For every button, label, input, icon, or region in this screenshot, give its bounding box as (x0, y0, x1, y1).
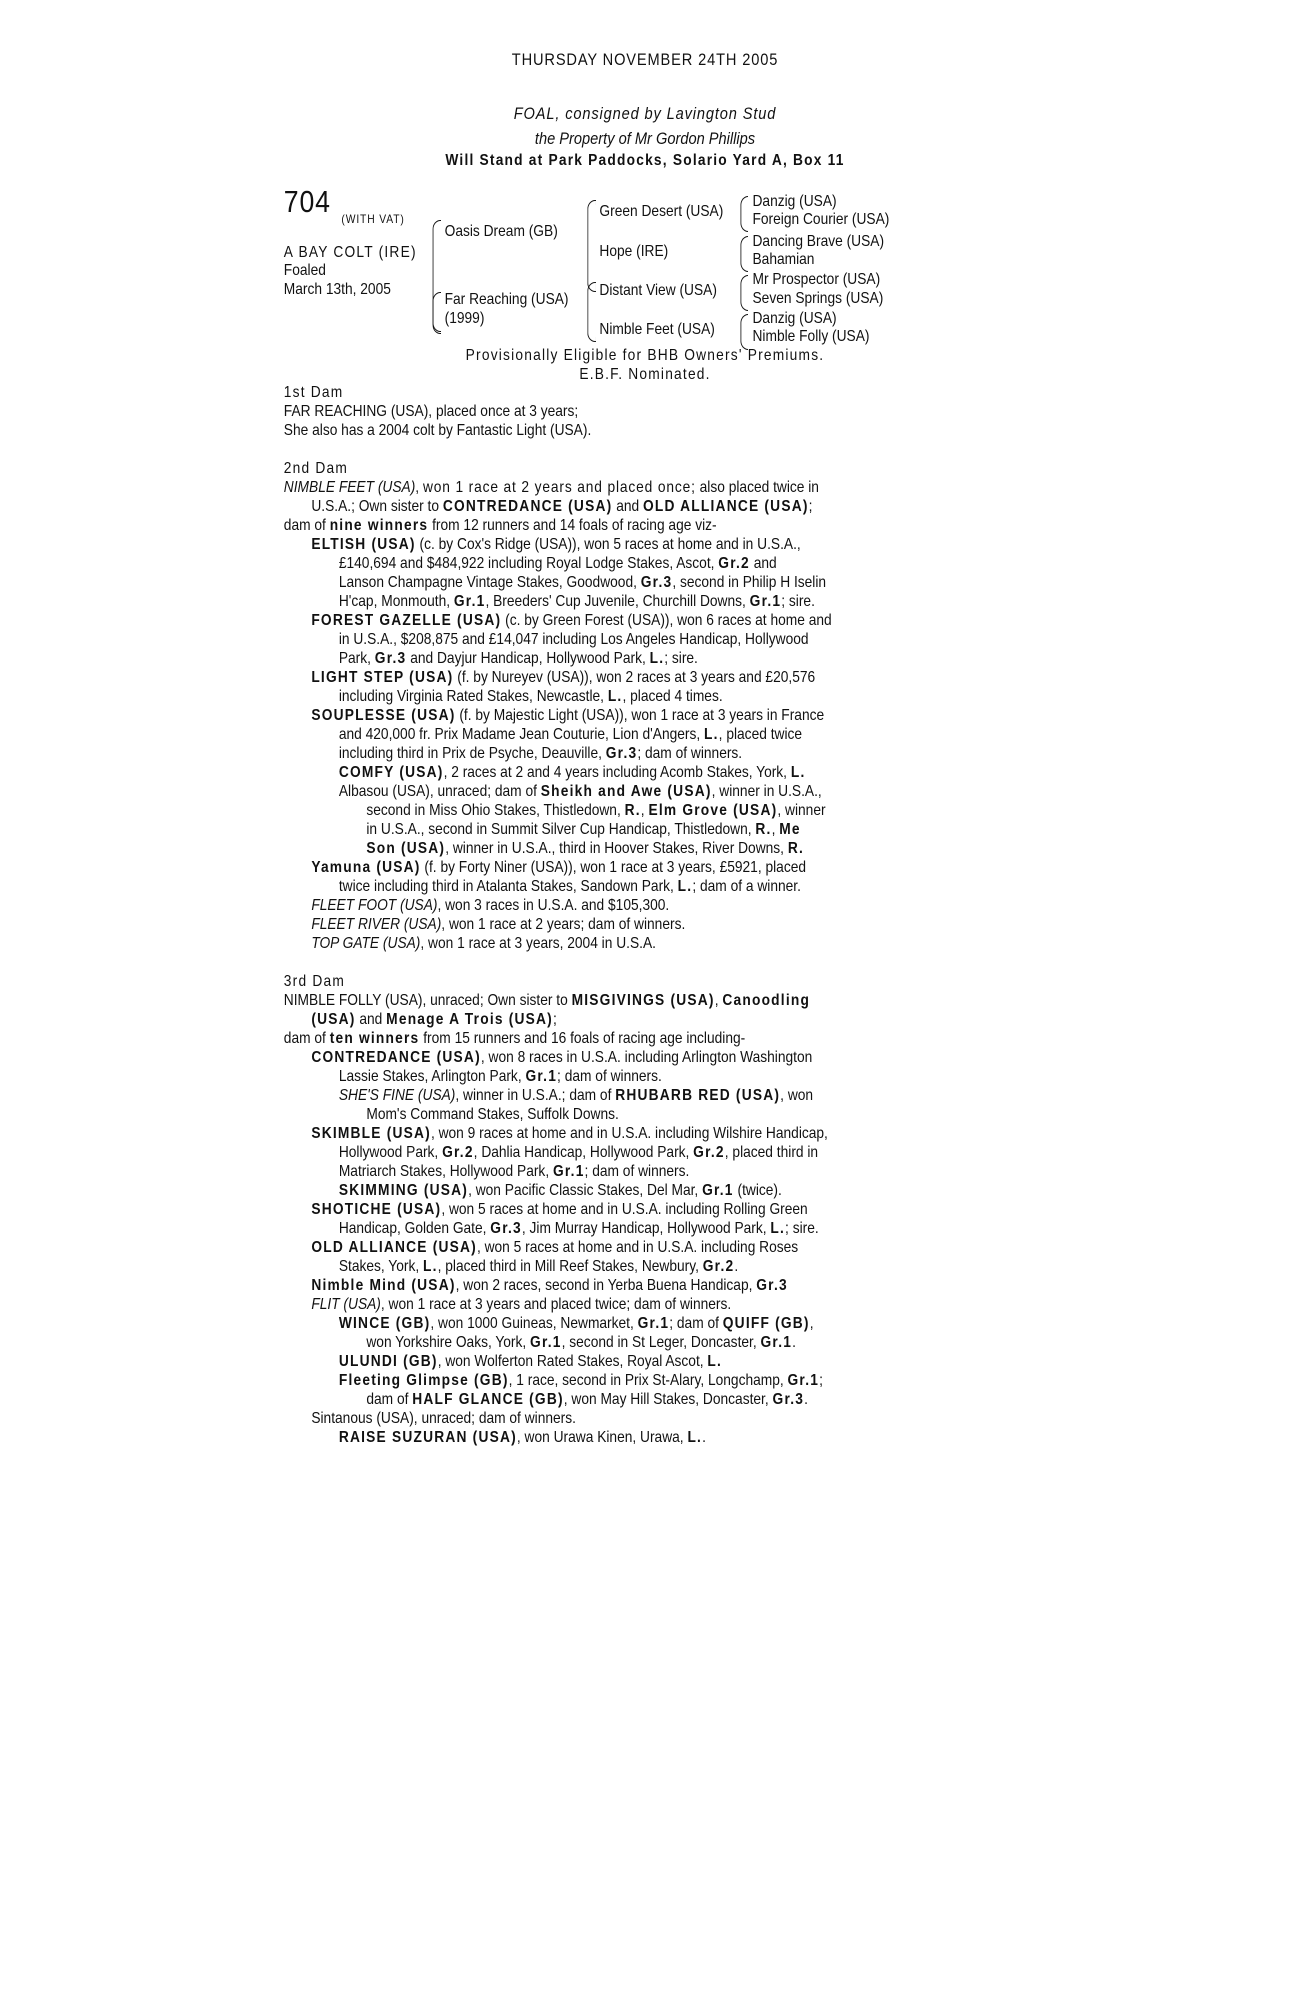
text-run: , second in St Leger, Doncaster, (561, 1334, 761, 1351)
eligibility-premiums: Provisionally Eligible for BHB Owners' Premiums. (465, 347, 825, 364)
text-run: won 1 race at 2 years and placed once; (422, 479, 696, 496)
horse-highlight: Gr.3 (772, 1391, 805, 1408)
text-run: , winner (777, 802, 826, 819)
pedigree-text-line (284, 934, 938, 953)
text-run: Park, (338, 650, 375, 667)
pedigree-text-line (284, 1352, 938, 1371)
horse-highlight: QUIFF (GB) (722, 1315, 810, 1332)
sale-date: THURSDAY NOVEMBER 24TH 2005 (511, 50, 779, 69)
pedigree-text-line (284, 497, 938, 516)
pedigree-text-line (284, 592, 938, 611)
pedigree-text-line (284, 896, 938, 915)
horse-highlight: Gr.3 (490, 1220, 522, 1237)
pedigree-text-line (284, 630, 938, 649)
text-run: Sintanous (USA), unraced; dam of winners. (311, 1410, 576, 1427)
ggp-name: Foreign Courier (USA) (752, 211, 890, 228)
pedigree-text-line (284, 1162, 938, 1181)
text-run: , (771, 821, 780, 838)
horse-highlight: OLD ALLIANCE (USA) (642, 498, 809, 515)
text-run: Stakes, York, (338, 1258, 423, 1275)
text-run: , won Wolferton Rated Stakes, Royal Ascot, (437, 1353, 708, 1370)
text-run: , winner in U.S.A.; dam of (455, 1087, 616, 1104)
horse-highlight: L. (790, 764, 806, 781)
text-run: , (640, 802, 649, 819)
pedigree-text-line (284, 1257, 938, 1276)
horse-highlight: OLD ALLIANCE (USA) (311, 1239, 477, 1256)
horse-highlight: Gr.1 (760, 1334, 793, 1351)
pedigree-text-line (284, 915, 938, 934)
ggp-name: Nimble Folly (USA) (752, 328, 870, 345)
text-run: Matriarch Stakes, Hollywood Park, (338, 1163, 553, 1180)
text-run: FLEET RIVER (USA) (311, 916, 442, 933)
text-run: , won 1000 Guineas, Newmarket, (430, 1315, 638, 1332)
pedigree-text-line (284, 744, 938, 763)
dam-sire-name: Distant View (USA) (599, 282, 717, 299)
text-run: , won 1 race at 3 years and placed twice; dam of winners. (380, 1296, 732, 1313)
horse-highlight: L. (704, 726, 719, 743)
horse-highlight: Gr.2 (718, 555, 750, 572)
text-run: , placed third in Mill Reef Stakes, Newbury, (437, 1258, 703, 1275)
pedigree-text-line (284, 687, 938, 706)
horse-highlight: LIGHT STEP (USA) (311, 669, 454, 686)
horse-highlight: Gr.3 (374, 650, 407, 667)
horse-highlight: Menage A Trois (USA) (386, 1011, 553, 1028)
text-run: second in Miss Ohio Stakes, Thistledown, (366, 802, 625, 819)
horse-highlight: Gr.2 (693, 1144, 725, 1161)
horse-highlight: CONTREDANCE (USA) (311, 1049, 481, 1066)
horse-highlight: Sheikh and Awe (USA) (540, 783, 712, 800)
text-run: (c. by Cox's Ridge (USA)), won 5 races at home and in U.S.A., (415, 536, 801, 553)
text-run: FLIT (USA) (311, 1296, 381, 1313)
brace-sire-parents (587, 200, 596, 292)
ggp-name: Mr Prospector (USA) (752, 271, 881, 288)
horse-highlight: FOREST GAZELLE (USA) (311, 612, 502, 629)
brace-ggp-2 (740, 236, 748, 272)
horse-highlight: SKIMBLE (USA) (311, 1125, 431, 1142)
pedigree-text-line (284, 1371, 938, 1390)
text-run: (f. by Forty Niner (USA)), won 1 race at 3 years, £5921, placed (420, 859, 807, 876)
text-run: ; dam of a winner. (692, 878, 801, 895)
sire-name: Oasis Dream (GB) (444, 223, 558, 240)
pedigree-text-line (284, 1086, 938, 1105)
pedigree-text-line (284, 820, 938, 839)
text-run: including third in Prix de Psyche, Deauville, (338, 745, 606, 762)
horse-highlight: CONTREDANCE (USA) (442, 498, 613, 515)
horse-highlight: L. (687, 1429, 703, 1446)
pedigree-text-line (284, 1219, 938, 1238)
text-run: , won Pacific Classic Stakes, Del Mar, (468, 1182, 703, 1199)
text-run: ; dam of winners. (584, 1163, 690, 1180)
horse-highlight: Gr.3 (756, 1277, 788, 1294)
text-run: and Dayjur Handicap, Hollywood Park, (406, 650, 650, 667)
pedigree-text-line (284, 668, 938, 687)
text-run: , 1 race, second in Prix St-Alary, Longchamp, (508, 1372, 788, 1389)
foaled-label: Foaled (283, 262, 326, 279)
text-run: . (792, 1334, 796, 1351)
pedigree-text-line (284, 706, 938, 725)
pedigree-text-line (284, 1105, 938, 1124)
text-run: , winner in U.S.A., (711, 783, 822, 800)
horse-highlight: WINCE (GB) (338, 1315, 431, 1332)
text-run: , second in Philip H Iselin (672, 574, 827, 591)
pedigree-text-line (284, 1029, 938, 1048)
text-run: , won 5 races at home and in U.S.A. including Rolling Green (441, 1201, 808, 1218)
pedigree-text-line (284, 649, 938, 668)
text-run: won Yorkshire Oaks, York, (366, 1334, 531, 1351)
text-run: in U.S.A., $208,875 and £14,047 including Los Angeles Handicap, Hollywood (338, 631, 809, 648)
horse-highlight: SKIMMING (USA) (338, 1182, 469, 1199)
horse-highlight: ULUNDI (GB) (338, 1353, 438, 1370)
pedigree-text-line (284, 877, 938, 896)
horse-highlight: Canoodling (722, 992, 811, 1009)
pedigree-text-line (284, 554, 938, 573)
horse-highlight: ELTISH (USA) (311, 536, 416, 553)
horse-highlight: Gr.2 (442, 1144, 474, 1161)
text-run: , won 3 races in U.S.A. and $105,300. (437, 897, 670, 914)
horse-highlight: RAISE SUZURAN (USA) (338, 1429, 517, 1446)
text-run: dam of (283, 1030, 330, 1047)
horse-highlight: R. (755, 821, 772, 838)
catalogue-page (90, 0, 1199, 2000)
stand-location: Will Stand at Park Paddocks, Solario Yard A, Box 11 (445, 152, 845, 169)
pedigree-text-line (284, 1048, 938, 1067)
text-run: , placed twice (718, 726, 803, 743)
horse-highlight: Gr.1 (530, 1334, 562, 1351)
text-run: Lanson Champagne Vintage Stakes, Goodwood, (338, 574, 641, 591)
ggp-name: Seven Springs (USA) (752, 290, 884, 307)
horse-highlight: Nimble Mind (USA) (311, 1277, 456, 1294)
property-line: the Property of Mr Gordon Phillips (534, 129, 756, 148)
horse-highlight: Gr.1 (787, 1372, 820, 1389)
second-dam-produce (284, 478, 938, 953)
horse-highlight: Gr.1 (749, 593, 782, 610)
horse-highlight: R. (624, 802, 641, 819)
text-run: (twice). (733, 1182, 782, 1199)
pedigree-text-line (284, 573, 938, 592)
vat-note: (WITH VAT) (341, 212, 405, 226)
consignment-line: FOAL, consigned by Lavington Stud (513, 104, 777, 123)
text-run: , placed 4 times. (622, 688, 723, 705)
pedigree-text-line (284, 1276, 938, 1295)
text-run: Mom's Command Stakes, Suffolk Downs. (366, 1106, 619, 1123)
pedigree-text-line (284, 991, 938, 1010)
horse-highlight: SHOTICHE (USA) (311, 1201, 442, 1218)
pedigree-text-line (284, 858, 938, 877)
text-run: , won 5 races at home and in U.S.A. including Roses (476, 1239, 799, 1256)
text-run: , Jim Murray Handicap, Hollywood Park, (521, 1220, 771, 1237)
second-dam-heading: 2nd Dam (283, 460, 349, 477)
text-run: dam of (366, 1391, 413, 1408)
text-run: ; (808, 498, 813, 515)
text-run: , (714, 992, 723, 1009)
pedigree-text-line (284, 763, 938, 782)
text-run: ; (552, 1011, 557, 1028)
horse-highlight: Gr.3 (640, 574, 673, 591)
text-run: (f. by Majestic Light (USA)), won 1 race at 3 years in France (455, 707, 825, 724)
horse-highlight: RHUBARB RED (USA) (615, 1087, 781, 1104)
third-dam-heading: 3rd Dam (283, 973, 345, 990)
text-run: , Dahlia Handicap, Hollywood Park, (473, 1144, 694, 1161)
text-run: , won May Hill Stakes, Doncaster, (563, 1391, 773, 1408)
text-run: , Breeders' Cup Juvenile, Churchill Downs, (485, 593, 750, 610)
text-run: U.S.A.; Own sister to (311, 498, 443, 515)
pedigree-text-line (284, 1314, 938, 1333)
pedigree-text-line (284, 725, 938, 744)
horse-highlight: HALF GLANCE (GB) (412, 1391, 564, 1408)
sire-sire-name: Green Desert (USA) (599, 203, 724, 220)
text-run: dam of (283, 517, 330, 534)
text-run: TOP GATE (USA) (311, 935, 421, 952)
pedigree-text-line (284, 478, 938, 497)
text-run: , won 9 races at home and in U.S.A. including Wilshire Handicap, (430, 1125, 828, 1142)
first-dam-line: She also has a 2004 colt by Fantastic Light (USA). (283, 422, 592, 439)
ggp-name: Dancing Brave (USA) (752, 233, 885, 250)
pedigree-text-line (284, 1200, 938, 1219)
horse-highlight: (USA) (311, 1011, 356, 1028)
pedigree-text-line (284, 1390, 938, 1409)
text-run: from 12 runners and 14 foals of racing age viz- (428, 517, 717, 534)
text-run: in U.S.A., second in Summit Silver Cup Handicap, Thistledown, (366, 821, 756, 838)
first-dam-line: FAR REACHING (USA), placed once at 3 years; (283, 403, 579, 420)
horse-highlight: Elm Grove (USA) (648, 802, 778, 819)
ggp-name: Bahamian (752, 251, 815, 268)
horse-highlight: L. (770, 1220, 786, 1237)
text-run: , won (780, 1087, 814, 1104)
text-run: and (612, 498, 643, 515)
pedigree-text-line (284, 1238, 938, 1257)
text-run: , won 8 races in U.S.A. including Arlington Washington (480, 1049, 813, 1066)
text-run: . (804, 1391, 808, 1408)
dam-dam-name: Nimble Feet (USA) (599, 321, 715, 338)
text-run: Handicap, Golden Gate, (338, 1220, 491, 1237)
brace-ggp-1 (740, 196, 748, 232)
foaled-date: March 13th, 2005 (283, 281, 391, 298)
text-run: , 2 races at 2 and 4 years including Acomb Stakes, York, (443, 764, 791, 781)
horse-highlight: L. (607, 688, 623, 705)
dam-name: Far Reaching (USA) (444, 291, 569, 308)
sire-dam-name: Hope (IRE) (599, 243, 669, 260)
text-run: ; dam of winners. (557, 1068, 662, 1085)
horse-highlight: Gr.1 (702, 1182, 734, 1199)
dam-year: (1999) (444, 310, 485, 327)
horse-highlight: Me (779, 821, 801, 838)
horse-highlight: Yamuna (USA) (311, 859, 421, 876)
horse-highlight: L. (707, 1353, 723, 1370)
text-run: , won Urawa Kinen, Urawa, (516, 1429, 688, 1446)
pedigree-text-line (284, 839, 938, 858)
ggp-name: Danzig (USA) (752, 310, 837, 327)
text-run: and (749, 555, 777, 572)
lot-description: A BAY COLT (IRE) (283, 244, 417, 261)
text-run: SHE'S FINE (USA) (338, 1087, 456, 1104)
text-run: including Virginia Rated Stakes, Newcastle, (338, 688, 608, 705)
text-run: ; sire. (781, 593, 815, 610)
text-run: , placed third in (724, 1144, 819, 1161)
horse-highlight: Gr.3 (605, 745, 638, 762)
text-run: and 420,000 fr. Prix Madame Jean Couturie, Lion d'Angers, (338, 726, 705, 743)
horse-highlight: Gr.1 (453, 593, 486, 610)
pedigree-text-line (284, 535, 938, 554)
horse-highlight: ten winners (329, 1030, 420, 1047)
pedigree-text-line (284, 782, 938, 801)
horse-highlight: Gr.1 (552, 1163, 585, 1180)
pedigree-text-line (284, 1428, 938, 1447)
text-run: (c. by Green Forest (USA)), won 6 races at home and (501, 612, 832, 629)
text-run: , won 2 races, second in Yerba Buena Handicap, (455, 1277, 757, 1294)
pedigree-text-line (284, 1124, 938, 1143)
text-run: , winner in U.S.A., third in Hoover Stakes, River Downs, (445, 840, 788, 857)
first-dam-heading: 1st Dam (283, 384, 344, 401)
horse-highlight: MISGIVINGS (USA) (571, 992, 715, 1009)
brace-ggp-3 (740, 275, 748, 311)
horse-highlight: L. (422, 1258, 438, 1275)
text-run: . (702, 1429, 706, 1446)
text-run: Hollywood Park, (338, 1144, 443, 1161)
text-run: NIMBLE FEET (USA) (283, 479, 416, 496)
pedigree-text-line (284, 1295, 938, 1314)
pedigree-text-line (284, 1010, 938, 1029)
horse-highlight: L. (649, 650, 665, 667)
ggp-name: Danzig (USA) (752, 193, 837, 210)
text-run: also placed twice in (695, 479, 819, 496)
text-run: ; (819, 1372, 823, 1389)
text-run: ; dam of (669, 1315, 723, 1332)
pedigree-text-line (284, 1067, 938, 1086)
text-run: Lassie Stakes, Arlington Park, (338, 1068, 526, 1085)
brace-dam-lower (433, 292, 442, 334)
pedigree-text-line (284, 611, 938, 630)
brace-dam-parents (587, 282, 596, 342)
horse-highlight: SOUPLESSE (USA) (311, 707, 456, 724)
text-run: , won 1 race at 2 years; dam of winners. (441, 916, 686, 933)
text-run: H'cap, Monmouth, (338, 593, 454, 610)
text-run: and (355, 1011, 387, 1028)
horse-highlight: Son (USA) (366, 840, 446, 857)
horse-highlight: Gr.1 (637, 1315, 670, 1332)
text-run: ; sire. (664, 650, 698, 667)
text-run: ; sire. (785, 1220, 819, 1237)
text-run: £140,694 and $484,922 including Royal Lodge Stakes, Ascot, (338, 555, 719, 572)
text-run: . (734, 1258, 739, 1275)
text-run: , (415, 479, 423, 496)
text-run: (f. by Nureyev (USA)), won 2 races at 3 years and £20,576 (453, 669, 816, 686)
horse-highlight: COMFY (USA) (338, 764, 444, 781)
text-run: Albasou (USA), unraced; dam of (338, 783, 541, 800)
eligibility-ebf: E.B.F. Nominated. (579, 366, 711, 383)
text-run: from 15 runners and 16 foals of racing age including- (419, 1030, 746, 1047)
horse-highlight: L. (677, 878, 693, 895)
pedigree-text-line (284, 1333, 938, 1352)
text-run: ; dam of winners. (637, 745, 743, 762)
dam-history (284, 383, 938, 1447)
pedigree-text-line (284, 1181, 938, 1200)
text-run: , won 1 race at 3 years, 2004 in U.S.A. (420, 935, 656, 952)
pedigree-text-line (284, 1143, 938, 1162)
pedigree-text-line (284, 516, 938, 535)
horse-highlight: Gr.2 (702, 1258, 735, 1275)
lot-number: 704 (283, 184, 331, 219)
horse-highlight: Gr.1 (525, 1068, 558, 1085)
text-run: NIMBLE FOLLY (USA), unraced; Own sister to (283, 992, 572, 1009)
text-run: twice including third in Atalanta Stakes, Sandown Park, (338, 878, 678, 895)
pedigree-text-line (284, 801, 938, 820)
brace-ggp-4 (740, 314, 748, 350)
horse-highlight: nine winners (329, 517, 429, 534)
horse-highlight: R. (787, 840, 805, 857)
horse-highlight: Fleeting Glimpse (GB) (338, 1372, 509, 1389)
third-dam-produce (284, 991, 938, 1447)
pedigree-text-line (284, 1409, 938, 1428)
text-run: FLEET FOOT (USA) (311, 897, 438, 914)
text-run: , (809, 1315, 814, 1332)
